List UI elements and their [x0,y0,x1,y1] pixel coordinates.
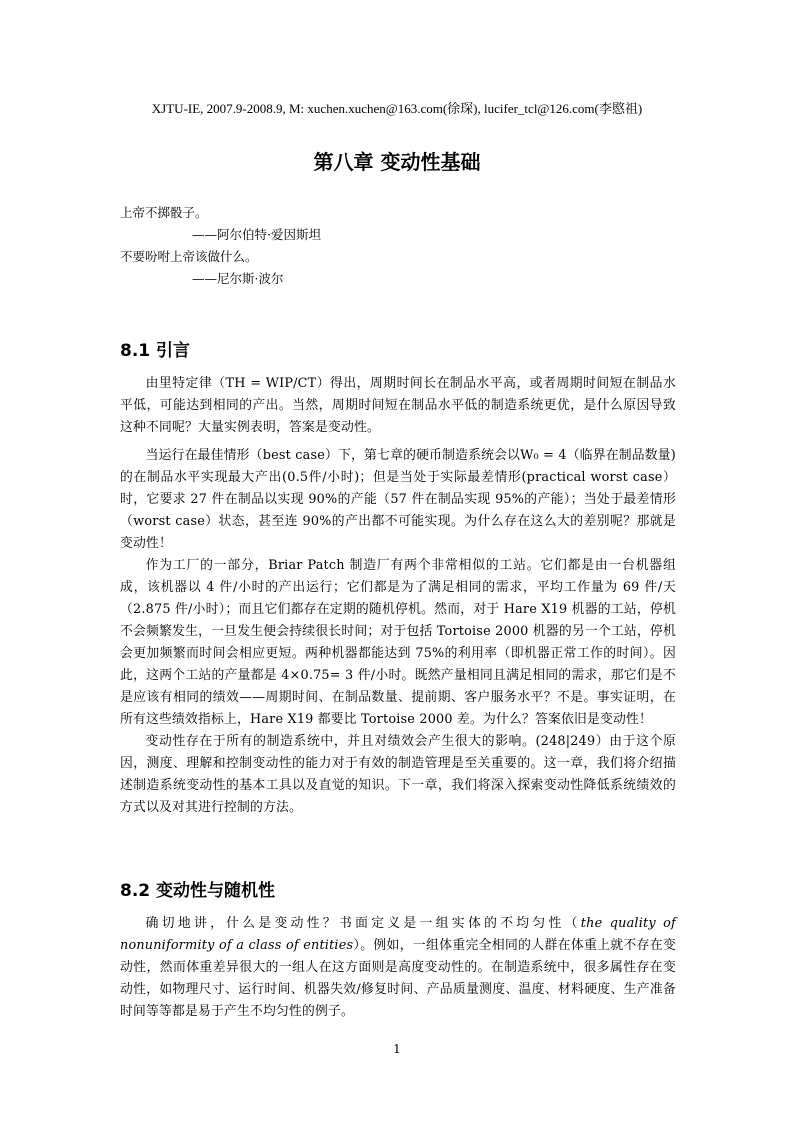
paragraph-text: 确切地讲，什么是变动性？书面定义是一组实体的不均匀性（ [145,916,581,931]
epigraph-attribution-1: ——阿尔伯特·爱因斯坦 [192,227,321,242]
paragraph-text: ）。例如，一组体重完全相同的人群在体重上就不存在变动性，然而体重差异很大的一组人在这方面则是高度变动性的。在制造系统中，很多属性存在变动性，如物理尺寸、运行时间、机器失效/修复时间、产品质量测度、温度、材料硬度、生产准备时间等等都是易于产生不均匀性的例子。 [120,938,676,1019]
page-number: 1 [393,1042,401,1056]
page-header: XJTU-IE, 2007.9-2008.9, M: xuchen.xuchen@163.com(徐琛), lucifer_tcl@126.com(李愍祖) [151,101,643,116]
chapter-title: 第八章 变动性基础 [313,150,481,174]
section-8-2 [120,876,676,1023]
paragraph: 作为工厂的一部分，Briar Patch 制造厂有两个非常相似的工站。它们都是由一台机器组成，该机器以 4 件/小时的产出运行；它们都是为了满足相同的需求，平均工作量为 69 件/天（2.875 件/小时）；而且它们都存在定期的随机停机。然而，对于 Hare X19 机器的工站，停机不会频繁发生，一旦发生便会持续很长时间；对于包括 Tortoise 2000 机器的另一个工站，停机会更加频繁而时间会相应更短。两种机器都能达到 75%的利用率（即机器正常工作的时间）。因此，这两个工站的产量都是 4×0.75= 3 件/小时。既然产量相同且满足相同的需求，那它们是不是应该有相同的绩效——周期时间、在制品数量、提前期、客户服务水平？不是。事实证明，在所有这些绩效指标上，Hare X19 都要比 Tortoise 2000 差。为什么？答案依旧是变动性！ [120,558,676,727]
epigraph [120,202,680,290]
epigraph-attribution-2: ——尼尔斯·波尔 [192,271,284,286]
definition-italic: the quality of nonuniformity of a class of entities [120,916,676,953]
paragraph [120,913,676,1023]
paragraph: 变动性存在于所有的制造系统中，并且对绩效会产生很大的影响。(248|249）由于这个原因，测度、理解和控制变动性的能力对于有效的制造管理是至关重要的。这一章，我们将介绍描述制造系统变动性的基本工具以及直觉的知识。下一章，我们将深入探索变动性降低系统绩效的方式以及对其进行控制的方法。 [120,734,676,815]
paragraph: 当运行在最佳情形（best case）下，第七章的硬币制造系统会以W₀ = 4（临界在制品数量)的在制品水平实现最大产出(0.5件/小时)；但是当处于实际最差情形(practical worst case）时，它要求 27 件在制品以实现 90%的产能（57 件在制品实现 95%的产能）；当处于最差情形（worst case）状态，甚至连 90%的产出都不可能实现。为什么存在这么大的差别呢？那就是变动性！ [120,448,676,551]
section-heading-8-1: 8.1 引言 [120,341,191,361]
section-8-1 [120,336,676,819]
epigraph-quote-1: 上帝不掷骰子。 [120,205,208,220]
paragraph: 由里特定律（TH = WIP/CT）得出，周期时间长在制品水平高，或者周期时间短在制品水平低，可能达到相同的产出。当然，周期时间短在制品水平低的制造系统更优，是什么原因导致这种不同呢？大量实例表明，答案是变动性。 [120,376,676,435]
section-heading-8-2: 8.2 变动性与随机性 [120,881,276,901]
epigraph-quote-2: 不要吩咐上帝该做什么。 [120,249,258,264]
